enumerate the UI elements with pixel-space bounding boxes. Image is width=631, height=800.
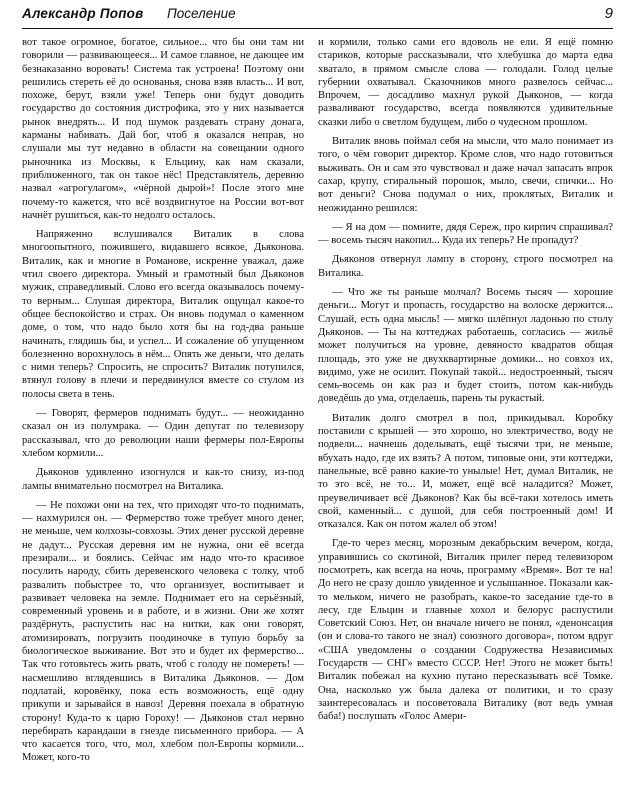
paragraph: — Не похожи они на тех, что приходят что-то поднимать, — нахмурился он. — Фермерство тоже требует много денег, не меньше, чем колхозы-совхозы. Этих денег русской деревне не дадут... Русская деревня им не нужна, они её всегда презирали... и боялись. Сейчас им надо что-то красивое посулить народу, сбить деревенского человека с толку, чтоб развалить побыстрее то, что организует, воспитывает и развивает человека на земле. Поднимает его на серьёзный, современный уровень и в работе, и в жизни. Они же хотят раздёрнуть, распустить нас на нитки, как они говорят, атомизировать, погрузить поодиночке в тупую борьбу за биологическое выживание. Вот это и будет их фермерство... Так что готовьтесь жить рвать, чтоб с голоду не помереть! — насмешливо вглядевшись в Виталика Дьяконов. — Дом подлатай, коровёнку, пока есть возможность, ещё одну прикупи и зарывайся в навоз! Деревня поехала в обратную сторону! Куда-то к царю Гороху! — Дьяконов стал нервно перебирать карандаши в гнезде письменного прибора. — А что касается того, что, мол, хлебом пол-Европы кормили... Может, кого-то — [22, 499, 304, 764]
page-number: 9 — [604, 5, 613, 22]
left-column — [22, 36, 304, 765]
header-title: Поселение — [167, 6, 236, 21]
paragraph: вот такое огромное, богатое, сильное... что бы они там ни говорили — развивающееся... И самое главное, не дающее им безнаказанно воровать! Система так устроена! Поэтому они решились стереть её до основанья, снова взяв власть... И вот, похоже, берут, взяли уже! Теперь они будут доводить государство до состояния дистрофика, это у них называется рынок внедрять... И под шумок раздевать страну донага, карманы набивать. Дай бог, чтоб я оказался неправ, но слушали мы тут недавно в области на совещании одного рыночника из Москвы, к Ельцину, как нам сказали, приближенного, так он такое нёс! Представлятель, деревню назвал «агрогулагом», «чёрной дырой»! После этого мне почему-то кажется, что всё воздвигнутое на России вот-вот начнёт рушиться, как-то недолго осталось. — [22, 37, 304, 221]
paragraph: Где-то через месяц, морозным декабрьским вечером, когда, управившись со скотиной, Виталик прилег перед телевизором посмотреть, как всегда на ночь, программу «Время». Вот те на! До него не сразу дошло увиденное и услышанное. Показали как-то мельком, ничего не разобрать, какое-то заседание где-то в лесу, где Ельцин и главные хохол и белорус распустили Советский Союз. Нет, он вначале ничего не понял, «денонсация (он и слова-то такого не знал) союзного договора», потом вдруг «США уведомлены о создании Содружества Независимых Государств — СНГ» вместо СССР. Нет! Этого не может быть! Виталик побежал на кухню путано пересказывать всё Томке. Она, насколько уж была далека от политики, и то сразу заинтересовалась и посоветовала Виталику (вот ведь умная баба!) послушать «Голос Амери- — [318, 538, 613, 723]
header-rule — [22, 28, 613, 29]
running-header — [22, 6, 613, 26]
paragraph: — Я на дом — помните, дядя Сереж, про кирпич спрашивал? — восемь тысяч накопил... Куда их теперь? Не пропадут? — [318, 221, 613, 247]
paragraph: — Что же ты раньше молчал? Восемь тысяч — хорошие деньги... Могут и пропасть, государство на волоске держится... Слушай, есть одна мысль! — мягко шлёпнул ладонью по столу Дьяконов. — Ты на коттеджах работаешь, согласись — жильё может получиться на уровне, девяносто квадратов общая площадь, это уже не двухквартирные домики... но совхоз их, видимо, уже не осилит. Покупай такой... недостроенный, тысяч семь-восемь он как раз и будет стоить, потом как-нибудь доведёшь до ума, отделаешь, парень ты рукастый. — [318, 287, 613, 405]
paragraph: Дьяконов удивленно изогнулся и как-то снизу, из-под лампы внимательно посмотрел на Виталика. — [22, 467, 304, 492]
right-column — [318, 36, 613, 724]
header-author: Александр Попов — [22, 6, 144, 21]
paragraph: — Говорят, фермеров поднимать будут... — неожиданно сказал он из полумрака. — Один депутат по телевизору рассказывал, что до революции наши фермеры пол-Европы хлебом кормили... — [22, 408, 304, 459]
paragraph: Дьяконов отвернул лампу в сторону, строго посмотрел на Виталика. — [318, 254, 613, 279]
paragraph: Виталик долго смотрел в пол, прикидывал. Коробку поставили с крышей — это хорошо, но электричество, воду не подвели... начнешь доделывать, ещё тысячи три, не меньше, вбухать надо, где их взять? А потом, типовые они, эти коттеджи, панельные, всё равно какие-то унылые! Нет, думал Виталик, не то это всё, не то... И, может, ещё всё наладится? Может, преувеличивает всё Дьяконов? Как бы всё-таки хотелось иметь свой, каменный... с душой, для себя построенный дом! И отказался. Как он потом жалел об этом! — [318, 412, 613, 531]
paragraph: Виталик вновь поймал себя на мысли, что мало понимает из того, о чём говорит директор. Кроме слов, что надо готовиться выживать. Он и сам это чувствовал и даже начал запасать впрок сахар, крупу, стиральный порошок, мыло, свечи, спички... Но вот деньги? Снова подумал о них, проклятых, Виталик и неожиданно решился: — [318, 136, 613, 214]
paragraph: Напряженно вслушивался Виталик в слова многоопытного, пожившего, видавшего всякое, Дьяконова. Виталик, как и многие в Романове, искренне уважал, даже чтил своего директора. Умный и грамотный был Дьяконов мужик, справедливый. Слово его всегда оказывалось почему-то верным... Слушая директора, Виталик ощущал какое-то общее беспокойство и страх. Он вновь подумал о каменном доме, о том, что надо было хотя бы на год-два раньше начинать, глядишь бы, и успел... И сожаление об упущенном болезненно ворохнулось в нём... Опять же деньги, что делать с ними теперь? Спросить, не спросить? Виталик потупился, втянул голову в плечи и передвинулся вместе со стулом из полосы света в тень. — [22, 229, 304, 400]
paragraph: и кормили, только сами его вдоволь не ели. Я ещё помню стариков, которые рассказывали, что хлебушка до марта едва хватало, в прямом смысле слова — голодали. Голод целые губернии охватывал. Сказочников много развелось сейчас... Впрочем, — досадливо махнул рукой Дьяконов, — когда разваливают государство, всегда появляются удивительные сказки либо о светлом будущем, либо о чудесном прошлом. — [318, 37, 613, 128]
